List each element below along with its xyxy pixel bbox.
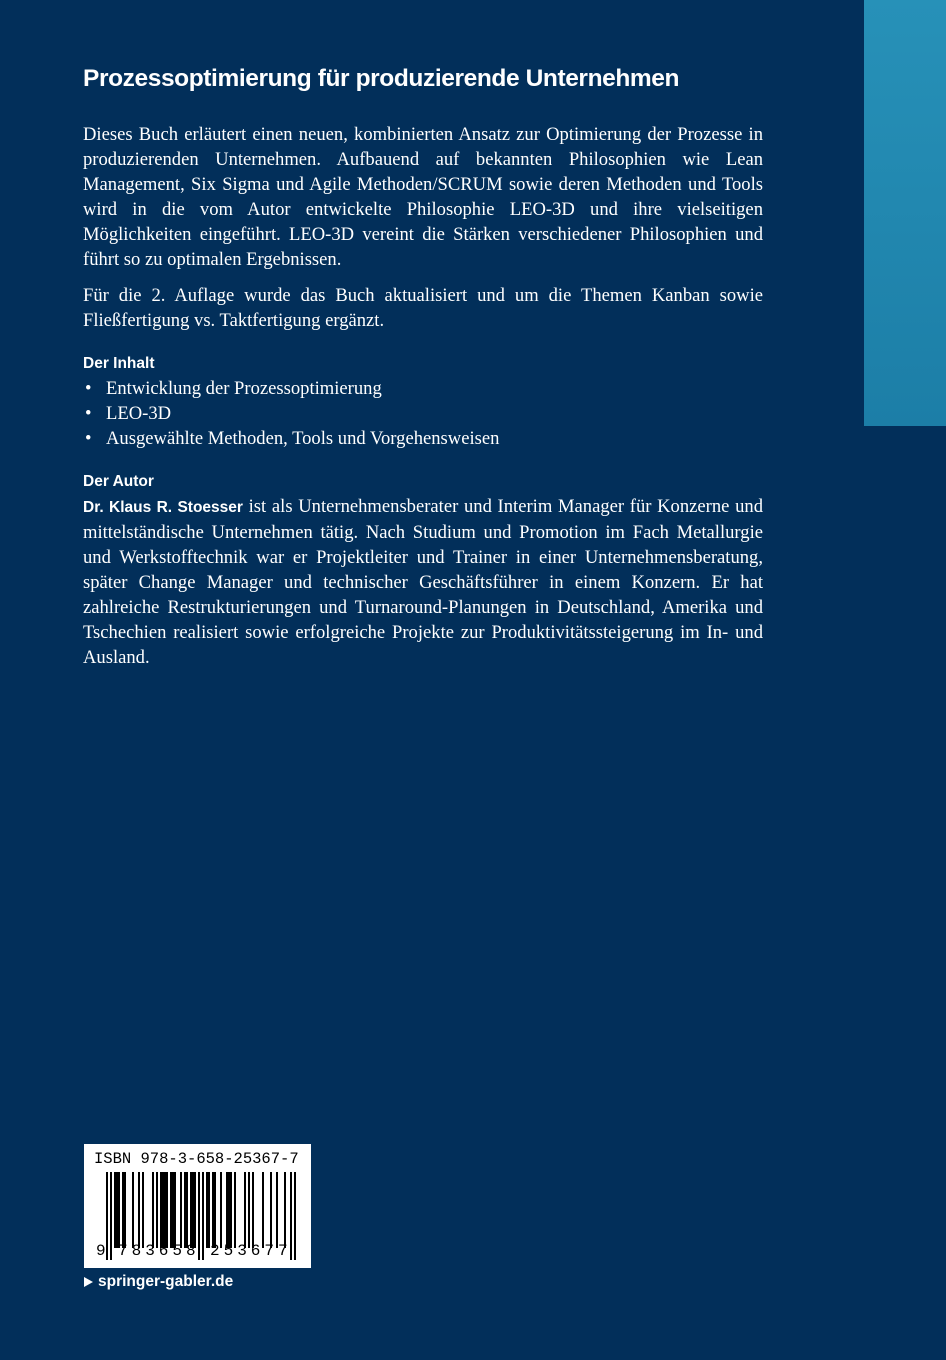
list-item-text: Entwicklung der Prozessoptimierung [106,378,382,399]
barcode-bar [248,1172,250,1248]
barcode-bar [228,1172,230,1248]
barcode-bar [244,1172,246,1248]
contents-list [83,376,763,451]
barcode-bar [262,1172,264,1248]
bullet-icon: • [85,378,92,399]
ean-right-digits: 253677 [210,1242,292,1260]
barcode-bar [212,1172,214,1248]
barcode-bar [124,1172,126,1248]
barcode-bar [284,1172,286,1248]
list-item-text: Ausgewählte Methoden, Tools und Vorgehensweisen [106,428,500,449]
barcode-bar [174,1172,176,1248]
ean-first-digit: 9 [96,1242,106,1260]
website-text: springer-gabler.de [98,1273,234,1290]
barcode-bar [114,1172,116,1248]
bullet-icon: • [85,403,92,424]
bullet-icon: • [85,428,92,449]
list-item-text: LEO-3D [106,403,172,424]
barcode-bar [164,1172,166,1248]
list-item [83,401,763,426]
barcode-bar [132,1172,134,1248]
barcode-bar [230,1172,232,1248]
barcode-bar [138,1172,140,1248]
accent-strip [864,0,946,426]
barcode-bar [184,1172,186,1248]
barcode-bar [156,1172,158,1248]
contents-heading: Der Inhalt [83,355,155,372]
author-name: Dr. Klaus R. Stoesser [83,499,243,516]
barcode-bar [170,1172,172,1248]
barcode-bar [118,1172,120,1248]
list-item [83,376,763,401]
barcode-bar [214,1172,216,1248]
barcode-bar [276,1172,278,1248]
barcode-bar [162,1172,164,1248]
ean-digits [84,1242,311,1264]
barcode-bar [220,1172,222,1248]
barcode-bar [234,1172,236,1248]
publisher-website[interactable] [84,1272,233,1292]
book-title: Prozessoptimierung für produzierende Unternehmen [83,65,680,92]
barcode-bar [252,1172,254,1248]
cover-text [83,62,763,681]
barcode-bar [270,1172,272,1248]
ean-left-digits: 783658 [118,1242,200,1260]
barcode-bar [116,1172,118,1248]
description-paragraph-2: Für die 2. Auflage wurde das Buch aktualisiert und um die Themen Kanban sowie Fließfertigung vs. Taktfertigung ergänzt. [83,285,763,331]
barcode-bar [152,1172,154,1248]
barcode-bar [186,1172,188,1248]
barcode-bar [122,1172,124,1248]
barcode-bar [226,1172,228,1248]
list-item [83,426,763,451]
isbn-label: ISBN 978-3-658-25367-7 [94,1150,299,1168]
barcode-bar [192,1172,194,1248]
barcode-bar [166,1172,168,1248]
barcode-bar [194,1172,196,1248]
arrow-right-icon [84,1277,93,1287]
author-bio-text: ist als Unternehmensberater und Interim Manager für Konzerne und mittelständische Unternehmen tätig. Nach Studium und Promotion im Fach Metallurgie und Werkstofftechnik war er Projektleiter und Trainer in einer Unternehmensberatung, später Change Manager und technischer Geschäftsführer in einem Konzern. Er hat zahlreiche Restrukturierungen und Turnaround-Planungen in Deutschland, Amerika und Tschechien realisiert sowie erfolgreiche Projekte zur Produktivitätssteigerung im In- und Ausland. [83,496,763,668]
barcode-bar [190,1172,192,1248]
author-bio [83,494,763,670]
barcode-bar [142,1172,144,1248]
barcode-bar [160,1172,162,1248]
barcode-bar [208,1172,210,1248]
author-heading: Der Autor [83,473,154,490]
barcode-bar [206,1172,208,1248]
description-paragraph-1: Dieses Buch erläutert einen neuen, kombinierten Ansatz zur Optimierung der Prozesse in produzierenden Unternehmen. Aufbauend auf bekannten Philosophien wie Lean Management, Six Sigma und Agile Methoden/SCRUM sowie deren Methoden und Tools wird in die vom Autor entwickelte Philosophie LEO-3D und ihre vielseitigen Möglichkeiten eingeführt. LEO-3D vereint die Stärken verschiedener Philosophien und führt so zu optimalen Ergebnissen. [83,124,763,270]
barcode-bar [180,1172,182,1248]
barcode-bar [172,1172,174,1248]
